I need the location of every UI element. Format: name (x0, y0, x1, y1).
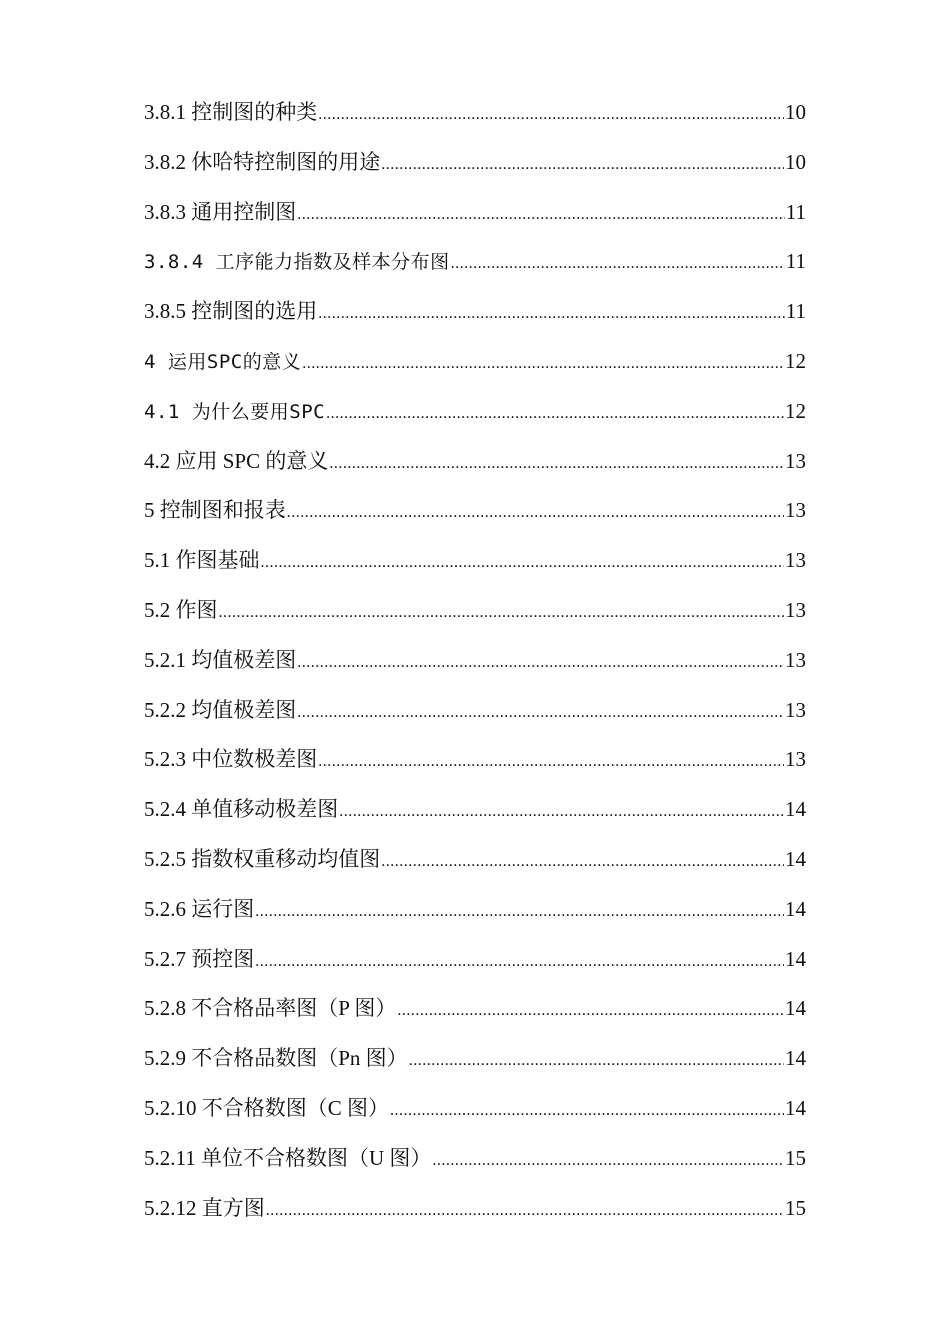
toc-entry[interactable] (144, 686, 806, 736)
toc-entry[interactable] (144, 1034, 806, 1084)
toc-entry-title: 4.2 应用 SPC 的意义 (144, 448, 329, 473)
toc-entry-title: 5.2.2 均值极差图 (144, 697, 297, 722)
toc-entry[interactable] (144, 1084, 806, 1134)
toc-entry[interactable] (144, 287, 806, 337)
toc-entry[interactable] (144, 486, 806, 536)
toc-dot-leader (219, 588, 785, 638)
toc-entry[interactable] (144, 387, 806, 437)
toc-entry[interactable] (144, 984, 806, 1034)
toc-entry[interactable] (144, 735, 806, 785)
toc-entry-page-number: 14 (785, 896, 806, 921)
toc-entry-page-number: 13 (785, 647, 806, 672)
toc-dot-leader (381, 140, 784, 190)
toc-entry-title: 5.2.11 单位不合格数图（U 图） (144, 1145, 432, 1170)
toc-dot-leader (326, 389, 784, 439)
toc-entry[interactable] (144, 188, 806, 238)
toc-dot-leader (266, 1186, 784, 1236)
toc-entry-page-number: 12 (785, 398, 806, 423)
toc-entry[interactable] (144, 935, 806, 985)
toc-dot-leader (287, 488, 784, 538)
toc-entry-page-number: 14 (785, 1095, 806, 1120)
toc-entry-page-number: 13 (785, 548, 806, 573)
toc-entry-page-number: 10 (785, 149, 806, 174)
toc-entry-title: 3.8.2 休哈特控制图的用途 (144, 149, 381, 174)
toc-entry[interactable] (144, 586, 806, 636)
toc-entry-page-number: 14 (785, 996, 806, 1021)
toc-entry-page-number: 13 (785, 498, 806, 523)
toc-dot-leader (451, 239, 785, 289)
toc-entry-page-number: 10 (785, 100, 806, 124)
toc-entry-title: 5.2.3 中位数极差图 (144, 747, 318, 772)
toc-entry-title: 5.2.6 运行图 (144, 896, 255, 921)
toc-dot-leader (297, 638, 784, 688)
toc-dot-leader (255, 887, 784, 937)
toc-entry-title: 3.8.4 工序能力指数及样本分布图 (144, 251, 450, 274)
toc-entry-title: 5.2.1 均值极差图 (144, 647, 297, 672)
toc-entry-page-number: 11 (785, 199, 806, 224)
toc-entry-title: 5.2.4 单值移动极差图 (144, 797, 339, 822)
toc-dot-leader (409, 1036, 784, 1086)
toc-entry[interactable] (144, 88, 806, 138)
toc-entry-page-number: 14 (785, 946, 806, 971)
toc-entry-page-number: 13 (785, 448, 806, 473)
toc-entry[interactable] (144, 437, 806, 487)
toc-entry-page-number: 14 (785, 1046, 806, 1071)
toc-entry-page-number: 14 (785, 846, 806, 871)
toc-entry-page-number: 15 (785, 1145, 806, 1170)
toc-dot-leader (318, 289, 785, 339)
toc-entry-title: 5.2.9 不合格品数图（Pn 图） (144, 1046, 408, 1071)
toc-dot-leader (329, 439, 784, 489)
toc-entry-title: 3.8.5 控制图的选用 (144, 299, 318, 324)
toc-entry-title: 3.8.3 通用控制图 (144, 199, 297, 224)
toc-dot-leader (318, 737, 784, 787)
toc-dot-leader (302, 339, 784, 389)
toc-entry[interactable] (144, 536, 806, 586)
toc-entry[interactable] (144, 1134, 806, 1184)
toc-entry-title: 5.2.12 直方图 (144, 1195, 265, 1220)
toc-entry[interactable] (144, 237, 806, 287)
toc-dot-leader (381, 837, 784, 887)
toc-entry[interactable] (144, 138, 806, 188)
toc-entry[interactable] (144, 337, 806, 387)
toc-entry[interactable] (144, 1184, 806, 1234)
toc-entry[interactable] (144, 785, 806, 835)
toc-dot-leader (297, 190, 785, 240)
toc-dot-leader (255, 937, 784, 987)
table-of-contents (144, 88, 806, 1233)
toc-entry-title: 3.8.1 控制图的种类 (144, 100, 318, 124)
toc-entry-title: 5 控制图和报表 (144, 498, 286, 523)
toc-entry-title: 5.2 作图 (144, 597, 218, 622)
toc-dot-leader (339, 787, 784, 837)
toc-entry[interactable] (144, 636, 806, 686)
toc-entry[interactable] (144, 885, 806, 935)
toc-dot-leader (432, 1136, 784, 1186)
toc-entry-page-number: 15 (785, 1195, 806, 1220)
toc-entry-page-number: 13 (785, 697, 806, 722)
toc-dot-leader (297, 688, 784, 738)
toc-entry-title: 5.2.10 不合格数图（C 图） (144, 1095, 390, 1120)
toc-entry-page-number: 14 (785, 797, 806, 822)
toc-dot-leader (318, 90, 784, 140)
toc-entry-title: 5.2.7 预控图 (144, 946, 255, 971)
toc-entry-page-number: 13 (785, 747, 806, 772)
toc-entry-title: 5.2.8 不合格品率图（P 图） (144, 996, 397, 1021)
toc-entry-page-number: 12 (785, 348, 806, 373)
toc-entry-page-number: 11 (785, 249, 806, 274)
toc-dot-leader (390, 1086, 784, 1136)
toc-entry[interactable] (144, 835, 806, 885)
toc-dot-leader (261, 538, 785, 588)
toc-entry-title: 4.1 为什么要用SPC (144, 400, 326, 423)
toc-dot-leader (397, 986, 784, 1036)
toc-entry-page-number: 11 (785, 299, 806, 324)
toc-entry-title: 5.1 作图基础 (144, 548, 260, 573)
toc-entry-title: 4 运用SPC的意义 (144, 350, 302, 373)
toc-entry-page-number: 13 (785, 597, 806, 622)
toc-entry-title: 5.2.5 指数权重移动均值图 (144, 846, 381, 871)
